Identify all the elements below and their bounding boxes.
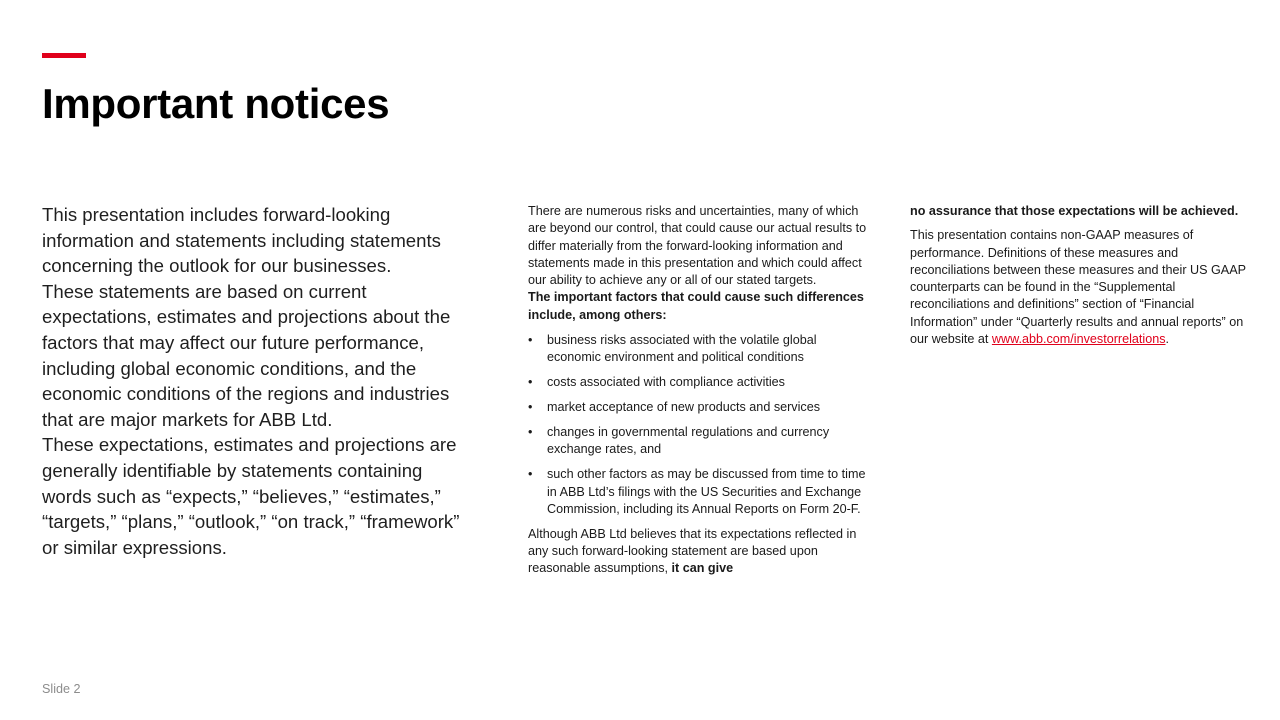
list-item: [528, 332, 873, 367]
risk-intro: There are numerous risks and uncertainties, many of which are beyond our control, that could cause our actual results to differ materially from the forward-looking information and statements made in this presentation and which could affect our ability to achieve any or all of our stated targets.: [528, 204, 867, 288]
gaap-text: This presentation contains non-GAAP measures of performance. Definitions of these measures and reconciliations between these measures and their US GAAP counterparts can be found in the “Supplemental reconciliations and definitions” section of “Financial Information” under “Quarterly results and annual reports” on our website at: [910, 228, 1246, 347]
closing-bold: it can give: [671, 561, 734, 576]
list-item-text: such other factors as may be discussed from time to time in ABB Ltd’s filings with the US Securities and Exchange Commission, including its Annual Reports on Form 20-F.: [547, 467, 866, 516]
list-item: [528, 424, 873, 459]
left-paragraph-2: These statements are based on current expectations, estimates and projections about the factors that may affect our future performance, including global economic conditions, and the economic conditions of the regions and industries that are major markets for ABB Ltd.: [42, 280, 451, 430]
left-column: [42, 202, 462, 560]
trailing-period: .: [1165, 332, 1169, 347]
bullet-icon: •: [528, 400, 533, 415]
bullet-icon: •: [528, 375, 533, 390]
bullet-icon: •: [528, 467, 533, 482]
list-item-text: costs associated with compliance activities: [547, 375, 785, 390]
list-item: [528, 399, 873, 416]
closing-text: Although ABB Ltd believes that its expectations reflected in any such forward-looking statement are based upon reasonable assumptions,: [528, 526, 857, 576]
assurance-statement: no assurance that those expectations will be achieved.: [910, 204, 1239, 218]
list-item-text: business risks associated with the volatile global economic environment and political conditions: [547, 333, 817, 365]
left-paragraph-3: These expectations, estimates and projections are generally identifiable by statements containing words such as “expects,” “believes,” “estimates,” “targets,” “plans,” “outlook,” “on track,” “framework” or similar expressions.: [42, 434, 460, 558]
factors-list: [528, 332, 873, 518]
factors-heading: The important factors that could cause such differences include, among others:: [528, 290, 864, 322]
left-paragraph-1: This presentation includes forward-looking information and statements including statements concerning the outlook for our businesses.: [42, 204, 441, 277]
gaap-paragraph: [910, 227, 1250, 348]
list-item-text: market acceptance of new products and services: [547, 400, 821, 415]
closing-paragraph: [528, 526, 873, 578]
middle-column: [528, 203, 873, 578]
bullet-icon: •: [528, 425, 533, 440]
list-item: [528, 466, 873, 518]
list-item-text: changes in governmental regulations and currency exchange rates, and: [547, 425, 830, 457]
slide-number: Slide 2: [42, 682, 81, 696]
accent-bar: [42, 53, 86, 58]
right-column: [910, 203, 1250, 348]
page-title: Important notices: [42, 80, 390, 127]
investor-relations-link[interactable]: www.abb.com/investorrelations: [991, 332, 1166, 347]
bullet-icon: •: [528, 333, 533, 348]
list-item: [528, 374, 873, 391]
